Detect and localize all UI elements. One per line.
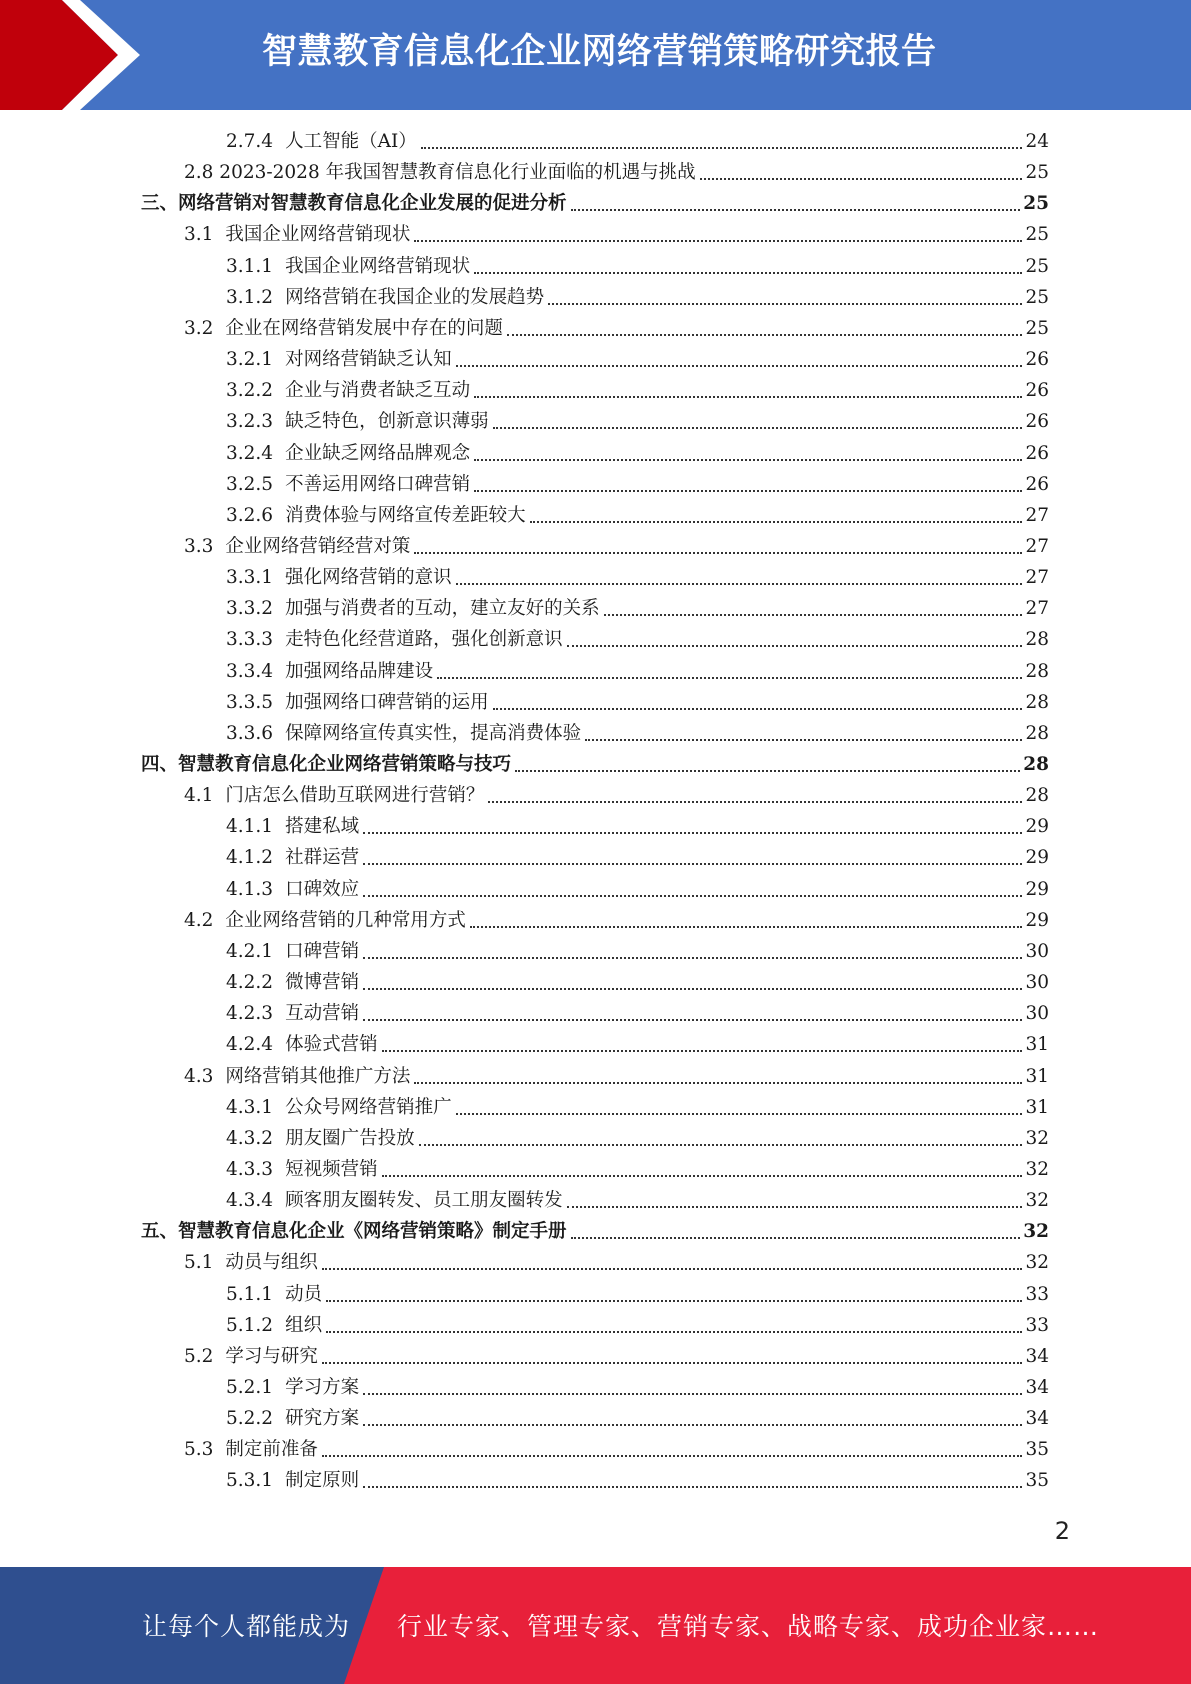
toc-entry-title: 加强网络口碑营销的运用 [285,691,489,713]
toc-entry-number: 5.1 [184,1252,214,1274]
toc-entry-page: 33 [1025,1314,1049,1336]
toc-entry-title: 三、网络营销对智慧教育信息化企业发展的促进分析 [141,193,567,215]
toc-leader-dots [414,552,1022,554]
toc-entry[interactable] [226,376,1049,406]
toc-entry[interactable] [141,1217,1049,1247]
toc-entry-title: 我国企业网络营销现状 [225,224,411,246]
toc-entry-title: 学习与研究 [225,1345,318,1367]
toc-entry-number: 3.2.5 [226,473,274,495]
toc-leader-dots [585,739,1022,741]
toc-leader-dots [322,1455,1023,1457]
toc-entry-label [184,1342,318,1372]
toc-entry-number: 5.1.1 [226,1283,274,1305]
toc-entry-number: 3.3.3 [226,629,274,651]
toc-entry-title: 顾客朋友圈转发、员工朋友圈转发 [285,1190,563,1212]
toc-entry[interactable] [226,968,1049,998]
toc-entry[interactable] [226,999,1049,1029]
toc-entry-title: 搭建私域 [285,816,360,838]
toc-entry-title: 企业网络营销经营对策 [225,535,411,557]
toc-entry-label [226,843,359,873]
toc-entry[interactable] [226,812,1049,842]
toc-entry-number: 2.7.4 [226,131,274,152]
toc-entry-label [226,439,470,469]
toc-entry-page: 35 [1025,1439,1049,1461]
toc-entry[interactable] [226,843,1049,873]
toc-entry-label [184,1248,318,1278]
toc-entry-title: 学习方案 [285,1377,360,1398]
toc-entry-page: 28 [1025,660,1049,682]
toc-entry-title: 网络营销在我国企业的发展趋势 [285,286,545,308]
toc-entry-title: 加强与消费者的互动，建立友好的关系 [285,598,600,620]
toc-leader-dots [474,272,1022,274]
toc-entry-number: 4.2.1 [226,940,274,962]
toc-leader-dots [414,1082,1022,1084]
toc-entry[interactable] [226,1404,1049,1434]
toc-entry[interactable] [226,1373,1049,1403]
toc-entry-number: 3.2.4 [226,442,274,464]
toc-entry[interactable] [184,158,1049,188]
toc-entry-page: 27 [1025,598,1049,620]
toc-entry-label [226,594,600,624]
toc-entry-number: 3.2.6 [226,504,274,526]
toc-leader-dots [363,1424,1022,1426]
toc-entry[interactable] [141,750,1049,780]
toc-entry[interactable] [226,1124,1049,1154]
toc-entry-label [226,376,470,406]
toc-leader-dots [571,1237,1021,1239]
toc-entry-title: 企业网络营销的几种常用方式 [225,909,466,931]
toc-entry-title: 人工智能（AI） [285,131,417,152]
toc-entry-title: 朋友圈广告投放 [285,1127,415,1149]
toc-leader-dots [567,645,1023,647]
toc-entry-number: 5.2.2 [226,1408,274,1430]
toc-entry[interactable] [226,470,1049,500]
toc-entry-title: 互动营销 [285,1003,360,1025]
toc-entry-page: 32 [1025,1127,1049,1149]
toc-entry-page: 25 [1025,317,1049,339]
toc-entry-page: 26 [1025,380,1049,402]
toc-entry-label [226,1373,359,1403]
toc-entry[interactable] [226,594,1049,624]
toc-entry-page: 34 [1025,1408,1049,1430]
toc-leader-dots [382,1050,1023,1052]
toc-entry-title: 企业与消费者缺乏互动 [285,380,471,402]
toc-entry[interactable] [184,1342,1049,1372]
toc-leader-dots [419,1144,1023,1146]
toc-entry-number: 3.3.4 [226,660,274,682]
footer-slogan-right: 行业专家、管理专家、营销专家、战略专家、成功企业家…… [397,1612,1100,1641]
toc-entry-page: 29 [1025,878,1049,900]
toc-leader-dots [363,957,1022,959]
toc-entry-page: 29 [1025,909,1049,931]
toc-leader-dots [363,895,1022,897]
toc-entry-page: 24 [1025,131,1049,152]
toc-entry[interactable] [226,252,1049,282]
toc-entry-label [226,1030,378,1060]
toc-leader-dots [414,240,1022,242]
toc-entry-label [226,1466,359,1496]
toc-leader-dots [456,1113,1023,1115]
toc-entry-title: 研究方案 [285,1408,360,1430]
toc-entry-title: 企业在网络营销发展中存在的问题 [225,317,503,339]
toc-entry-title: 强化网络营销的意识 [285,567,452,589]
toc-entry-label [226,1280,322,1310]
toc-entry[interactable] [226,283,1049,313]
toc-entry[interactable] [184,781,1049,811]
toc-leader-dots [363,988,1022,990]
toc-entry-page: 27 [1025,567,1049,589]
toc-leader-dots [437,677,1022,679]
toc-entry-title: 口碑营销 [285,940,360,962]
toc-entry-label [226,563,452,593]
toc-entry[interactable] [226,688,1049,718]
toc-entry-number: 4.1 [184,785,214,807]
toc-entry-title: 体验式营销 [285,1034,378,1056]
toc-leader-dots [322,1268,1023,1270]
toc-entry-title: 走特色化经营道路，强化创新意识 [285,629,563,651]
toc-entry[interactable] [184,532,1049,562]
toc-entry-page: 34 [1025,1345,1049,1367]
toc-entry-number: 5.2.1 [226,1377,274,1398]
toc-entry[interactable] [184,314,1049,344]
toc-entry-label [141,1217,567,1247]
toc-entry-label [184,314,503,344]
toc-entry-label [184,532,410,562]
toc-entry-title: 口碑效应 [285,878,360,900]
toc-entry-title: 我国企业网络营销现状 [285,255,471,277]
toc-entry-title: 消费体验与网络宣传差距较大 [285,504,526,526]
toc-entry-number: 3.2 [184,317,214,339]
toc-entry-page: 25 [1025,162,1049,184]
toc-entry-number: 4.3.3 [226,1158,274,1180]
toc-leader-dots [326,1331,1022,1333]
toc-entry-number: 3.1.1 [226,255,274,277]
toc-entry[interactable] [226,625,1049,655]
toc-entry-page: 31 [1025,1065,1049,1087]
toc-entry-label [226,999,359,1029]
toc-entry[interactable] [226,937,1049,967]
toc-entry-title: 制定原则 [285,1470,360,1492]
toc-entry-number: 4.2.3 [226,1003,274,1025]
toc-entry-label [226,470,470,500]
toc-entry-title: 加强网络品牌建设 [285,660,434,682]
toc-entry-number: 3.3.1 [226,567,274,589]
toc-entry[interactable] [226,345,1049,375]
page-number: 2 [1054,1517,1070,1545]
toc-entry-page: 31 [1025,1034,1049,1056]
report-title: 智慧教育信息化企业网络营销策略研究报告 [262,32,937,72]
toc-entry-label [226,1124,415,1154]
toc-entry-title: 缺乏特色，创新意识薄弱 [285,411,489,433]
toc-entry-page: 33 [1025,1283,1049,1305]
toc-entry-page: 28 [1025,629,1049,651]
toc-entry[interactable] [226,875,1049,905]
toc-entry-title: 制定前准备 [225,1439,318,1461]
toc-leader-dots [530,521,1023,523]
toc-entry-label [226,1186,563,1216]
toc-entry[interactable] [226,439,1049,469]
toc-entry-page: 29 [1025,816,1049,838]
toc-entry-number: 4.2 [184,909,214,931]
toc-entry-page: 30 [1025,940,1049,962]
toc-entry[interactable] [184,1062,1049,1092]
toc-entry-title: 保障网络宣传真实性，提高消费体验 [285,722,582,744]
page-header [0,0,1191,110]
toc-entry-number: 4.3 [184,1065,214,1087]
toc-entry-page: 26 [1025,442,1049,464]
toc-entry[interactable] [226,1466,1049,1496]
toc-leader-dots [322,1362,1023,1364]
toc-entry-page: 32 [1023,1221,1049,1243]
footer-slogan-left: 让每个人都能成为 [142,1612,351,1641]
toc-entry-label [226,407,489,437]
toc-leader-dots [363,863,1022,865]
toc-entry-title: 公众号网络营销推广 [285,1096,452,1118]
toc-entry-number: 3.2.1 [226,349,274,371]
toc-entry-number: 4.1.2 [226,847,274,869]
toc-entry-label [184,906,466,936]
toc-entry-number: 5.2 [184,1345,214,1367]
toc-entry[interactable] [141,189,1049,219]
toc-entry-number: 4.3.2 [226,1127,274,1149]
toc-leader-dots [567,1206,1023,1208]
toc-entry-number: 3.3.6 [226,722,274,744]
toc-leader-dots [507,334,1023,336]
toc-entry-title: 2.8 2023-2028 年我国智慧教育信息化行业面临的机遇与挑战 [184,162,696,184]
toc-entry-label [184,1062,410,1092]
toc-entry[interactable] [226,127,1049,157]
toc-leader-dots [493,708,1023,710]
toc-entry-label [184,220,410,250]
toc-entry-label [226,1093,452,1123]
toc-leader-dots [363,832,1022,834]
toc-entry-page: 27 [1025,535,1049,557]
toc-entry[interactable] [226,563,1049,593]
toc-leader-dots [474,490,1022,492]
toc-entry-page: 25 [1023,193,1049,215]
toc-entry-title: 五、智慧教育信息化企业《网络营销策略》制定手册 [141,1221,567,1243]
toc-entry-number: 4.1.3 [226,878,274,900]
toc-entry-page: 28 [1025,691,1049,713]
toc-leader-dots [326,1300,1022,1302]
toc-entry-page: 30 [1025,972,1049,994]
toc-leader-dots [474,459,1022,461]
toc-entry-number: 4.3.4 [226,1190,274,1212]
toc-entry[interactable] [226,1186,1049,1216]
toc-entry-label [226,688,489,718]
toc-entry-title: 网络营销其他推广方法 [225,1065,411,1087]
toc-entry-title: 社群运营 [285,847,360,869]
toc-entry[interactable] [226,1155,1049,1185]
toc-entry-label [226,1155,378,1185]
toc-entry-label [226,875,359,905]
toc-entry-label [226,345,452,375]
toc-leader-dots [363,1019,1022,1021]
toc-entry-label [226,252,470,282]
toc-entry-label [141,750,511,780]
toc-entry-number: 3.2.3 [226,411,274,433]
toc-leader-dots [604,614,1023,616]
toc-entry-title: 动员 [285,1283,323,1305]
toc-entry-label [226,937,359,967]
toc-entry-title: 四、智慧教育信息化企业网络营销策略与技巧 [141,754,512,775]
toc-entry-title: 动员与组织 [225,1252,318,1274]
toc-entry-page: 32 [1025,1190,1049,1212]
toc-entry-label [184,158,696,188]
toc-entry-page: 27 [1025,504,1049,526]
toc-leader-dots [363,1486,1022,1488]
toc-entry-number: 4.3.1 [226,1096,274,1118]
toc-entry[interactable] [184,220,1049,250]
toc-entry-number: 3.3.2 [226,598,274,620]
toc-entry-title: 组织 [285,1314,323,1336]
toc-entry-page: 31 [1025,1096,1049,1118]
toc-entry-label [226,657,433,687]
toc-entry-page: 25 [1025,255,1049,277]
toc-entry[interactable] [226,719,1049,749]
toc-leader-dots [548,303,1022,305]
page-footer [0,1567,1191,1684]
toc-entry-title: 企业缺乏网络品牌观念 [285,442,471,464]
toc-entry[interactable] [226,407,1049,437]
toc-leader-dots [474,396,1022,398]
toc-leader-dots [493,427,1023,429]
toc-entry-number: 3.2.2 [226,380,274,402]
toc-leader-dots [382,1175,1023,1177]
toc-entry-number: 3.3.5 [226,691,274,713]
toc-leader-dots [488,801,1022,803]
toc-entry-label [226,719,581,749]
toc-entry-number: 5.3 [184,1439,214,1461]
toc-entry[interactable] [226,501,1049,531]
toc-entry-page: 28 [1025,785,1049,807]
toc-entry-page: 28 [1023,754,1049,775]
toc-entry-page: 30 [1025,1003,1049,1025]
toc-entry-number: 4.2.2 [226,972,274,994]
toc-entry-page: 32 [1025,1252,1049,1274]
toc-entry-title: 微博营销 [285,972,360,994]
toc-entry-label [226,501,526,531]
toc-entry-label [226,625,563,655]
toc-entry-label [226,127,417,157]
toc-leader-dots [571,209,1021,211]
toc-entry[interactable] [184,906,1049,936]
toc-entry-label [226,968,359,998]
toc-entry-number: 3.3 [184,535,214,557]
toc-entry[interactable] [226,1030,1049,1060]
toc-entry-label [226,283,544,313]
toc-leader-dots [456,583,1023,585]
toc-entry-title: 短视频营销 [285,1158,378,1180]
toc-entry[interactable] [184,1248,1049,1278]
toc-entry[interactable] [226,657,1049,687]
toc-entry-number: 5.3.1 [226,1470,274,1492]
toc-leader-dots [456,365,1023,367]
toc-entry-page: 25 [1025,224,1049,246]
toc-entry-page: 29 [1025,847,1049,869]
toc-entry[interactable] [226,1311,1049,1341]
toc-entry-page: 26 [1025,349,1049,371]
toc-entry[interactable] [226,1280,1049,1310]
toc-entry-number: 3.1.2 [226,286,274,308]
toc-leader-dots [363,1393,1022,1395]
toc-entry-number: 3.1 [184,224,214,246]
toc-entry-label [226,812,359,842]
toc-entry-page: 26 [1025,473,1049,495]
toc-entry[interactable] [226,1093,1049,1123]
toc-entry-label [184,1435,318,1465]
toc-entry-label [184,781,484,811]
toc-entry-page: 26 [1025,411,1049,433]
toc-entry-number: 4.1.1 [226,816,274,838]
toc-entry-page: 32 [1025,1158,1049,1180]
toc-entry-page: 28 [1025,722,1049,744]
toc-entry-label [226,1404,359,1434]
toc-leader-dots [470,926,1023,928]
toc-entry-number: 4.2.4 [226,1034,274,1056]
toc-entry-page: 25 [1025,286,1049,308]
toc-leader-dots [515,770,1020,772]
toc-entry-number: 5.1.2 [226,1314,274,1336]
toc-entry[interactable] [184,1435,1049,1465]
toc-entry-label [141,189,567,219]
toc-leader-dots [700,178,1023,180]
toc-entry-label [226,1311,322,1341]
toc-entry-title: 对网络营销缺乏认知 [285,349,452,371]
toc-leader-dots [421,147,1023,149]
toc-entry-title: 门店怎么借助互联网进行营销？ [225,785,485,807]
toc-entry-page: 35 [1025,1470,1049,1492]
toc-entry-title: 不善运用网络口碑营销 [285,473,471,495]
toc-entry-page: 34 [1025,1377,1049,1398]
